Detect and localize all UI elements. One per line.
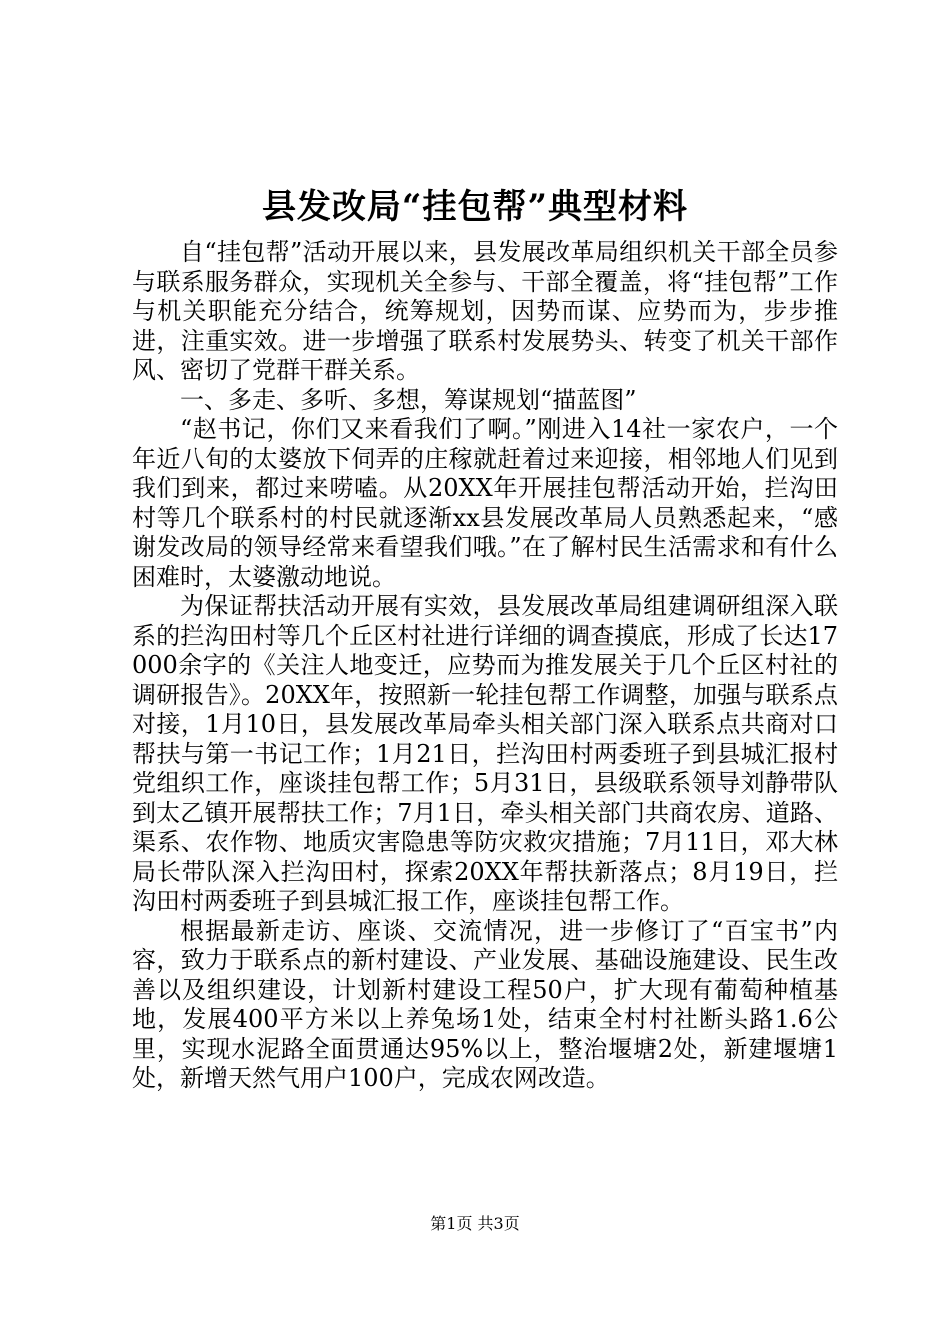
- section-heading-1: 一、多走、多听、多想，筹谋规划“描蓝图”: [180, 385, 637, 414]
- document-body: [132, 238, 838, 1094]
- page-footer: 第1页 共3页: [430, 1214, 520, 1233]
- document-title: 县发改局“挂包帮”典型材料: [261, 187, 689, 227]
- paragraph-plan: 根据最新走访、座谈、交流情况，进一步修订了“百宝书”内容，致力于联系点的新村建设、产业发展、基础设施建设、民生改善以及组织建设，计划新村建设工程50户，扩大现有葡萄种植基地，发展400平方米以上养兔场1处，结束全村村社断头路1.6公里，实现水泥路全面贯通达95%以上，整治堰塘2处，新建堰塘1处，新增天然气用户100户，完成农网改造。: [132, 916, 838, 1092]
- paragraph-intro: 自“挂包帮”活动开展以来，县发展改革局组织机关干部全员参与联系服务群众，实现机关全参与、干部全覆盖，将“挂包帮”工作与机关职能充分结合，统筹规划，因势而谋、应势而为，步步推进，注重实效。进一步增强了联系村发展势头、转变了机关干部作风、密切了党群干群关系。: [132, 238, 838, 384]
- paragraph-visit: “赵书记，你们又来看我们了啊。”刚进入14社一家农户，一个年近八旬的太婆放下伺弄的庄稼就赶着过来迎接，相邻地人们见到我们到来，都过来唠嗑。从20XX年开展挂包帮活动开始，拦沟田村等几个联系村的村民就逐渐xx县发展改革局人员熟悉起来，“感谢发改局的领导经常来看望我们哦。”在了解村民生活需求和有什么困难时，太婆激动地说。: [132, 415, 838, 591]
- paragraph-research: 为保证帮扶活动开展有实效，县发展改革局组建调研组深入联系的拦沟田村等几个丘区村社进行详细的调查摸底，形成了长达17000余字的《关注人地变迁，应势而为推发展关于几个丘区村社的调研报告》。20XX年，按照新一轮挂包帮工作调整，加强与联系点对接，1月10日，县发展改革局牵头相关部门深入联系点共商对口帮扶与第一书记工作；1月21日，拦沟田村两委班子到县城汇报村党组织工作，座谈挂包帮工作；5月31日，县级联系领导刘静带队到太乙镇开展帮扶工作；7月1日，牵头相关部门共商农房、道路、渠系、农作物、地质灾害隐患等防灾救灾措施；7月11日，邓大林局长带队深入拦沟田村，探索20XX年帮扶新落点；8月19日，拦沟田村两委班子到县城汇报工作，座谈挂包帮工作。: [132, 592, 838, 915]
